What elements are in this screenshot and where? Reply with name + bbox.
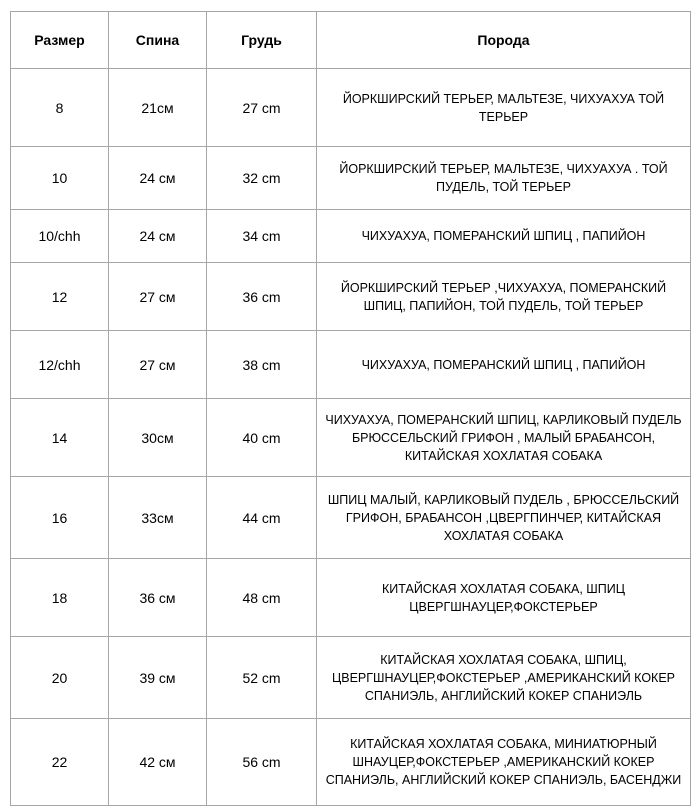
cell-breed: ШПИЦ МАЛЫЙ, КАРЛИКОВЫЙ ПУДЕЛЬ , БРЮССЕЛЬСКИЙ ГРИФОН, БРАБАНСОН ,ЦВЕРГПИНЧЕР, КИТАЙСКАЯ ХОХЛАТАЯ СОБАКА [317, 477, 691, 559]
header-row [11, 12, 691, 69]
cell-chest: 48 cm [207, 559, 317, 637]
cell-size: 10/chh [11, 210, 109, 263]
cell-breed: КИТАЙСКАЯ ХОХЛАТАЯ СОБАКА, МИНИАТЮРНЫЙ ШНАУЦЕР,ФОКСТЕРЬЕР ,АМЕРИКАНСКИЙ КОКЕР СПАНИЭЛЬ, АНГЛИЙСКИЙ КОКЕР СПАНИЭЛЬ, БАСЕНДЖИ [317, 719, 691, 806]
header-breed: Порода [317, 12, 691, 69]
cell-breed: ЧИХУАХУА, ПОМЕРАНСКИЙ ШПИЦ , ПАПИЙОН [317, 331, 691, 399]
cell-size: 8 [11, 69, 109, 147]
cell-chest: 38 cm [207, 331, 317, 399]
header-size: Размер [11, 12, 109, 69]
cell-back: 30см [109, 399, 207, 477]
header-back: Спина [109, 12, 207, 69]
table-row [11, 559, 691, 637]
table-row [11, 147, 691, 210]
cell-back: 27 см [109, 263, 207, 331]
cell-breed: КИТАЙСКАЯ ХОХЛАТАЯ СОБАКА, ШПИЦ, ЦВЕРГШНАУЦЕР,ФОКСТЕРЬЕР ,АМЕРИКАНСКИЙ КОКЕР СПАНИЭЛЬ, АНГЛИЙСКИЙ КОКЕР СПАНИЭЛЬ [317, 637, 691, 719]
cell-size: 10 [11, 147, 109, 210]
table-row [11, 637, 691, 719]
cell-breed: ЙОРКШИРСКИЙ ТЕРЬЕР, МАЛЬТЕЗЕ, ЧИХУАХУА ТОЙ ТЕРЬЕР [317, 69, 691, 147]
cell-back: 39 см [109, 637, 207, 719]
cell-size: 12 [11, 263, 109, 331]
table-row [11, 263, 691, 331]
cell-size: 14 [11, 399, 109, 477]
cell-back: 27 см [109, 331, 207, 399]
cell-chest: 34 cm [207, 210, 317, 263]
cell-breed: КИТАЙСКАЯ ХОХЛАТАЯ СОБАКА, ШПИЦ ЦВЕРГШНАУЦЕР,ФОКСТЕРЬЕР [317, 559, 691, 637]
cell-chest: 56 cm [207, 719, 317, 806]
table-row [11, 210, 691, 263]
cell-size: 22 [11, 719, 109, 806]
cell-breed: ЙОРКШИРСКИЙ ТЕРЬЕР ,ЧИХУАХУА, ПОМЕРАНСКИЙ ШПИЦ, ПАПИЙОН, ТОЙ ПУДЕЛЬ, ТОЙ ТЕРЬЕР [317, 263, 691, 331]
cell-chest: 40 cm [207, 399, 317, 477]
cell-size: 16 [11, 477, 109, 559]
table-row [11, 331, 691, 399]
cell-back: 36 см [109, 559, 207, 637]
cell-back: 21см [109, 69, 207, 147]
table-row [11, 399, 691, 477]
table-row [11, 477, 691, 559]
cell-back: 33см [109, 477, 207, 559]
cell-size: 18 [11, 559, 109, 637]
cell-chest: 44 cm [207, 477, 317, 559]
cell-chest: 27 cm [207, 69, 317, 147]
cell-size: 12/chh [11, 331, 109, 399]
cell-back: 24 см [109, 210, 207, 263]
cell-chest: 52 cm [207, 637, 317, 719]
cell-size: 20 [11, 637, 109, 719]
cell-back: 42 см [109, 719, 207, 806]
cell-back: 24 см [109, 147, 207, 210]
header-chest: Грудь [207, 12, 317, 69]
cell-breed: ЧИХУАХУА, ПОМЕРАНСКИЙ ШПИЦ, КАРЛИКОВЫЙ ПУДЕЛЬ БРЮССЕЛЬСКИЙ ГРИФОН , МАЛЫЙ БРАБАНСОН, КИТАЙСКАЯ ХОХЛАТАЯ СОБАКА [317, 399, 691, 477]
cell-breed: ЧИХУАХУА, ПОМЕРАНСКИЙ ШПИЦ , ПАПИЙОН [317, 210, 691, 263]
table-row [11, 69, 691, 147]
cell-breed: ЙОРКШИРСКИЙ ТЕРЬЕР, МАЛЬТЕЗЕ, ЧИХУАХУА . ТОЙ ПУДЕЛЬ, ТОЙ ТЕРЬЕР [317, 147, 691, 210]
size-chart-table [10, 11, 691, 806]
cell-chest: 32 cm [207, 147, 317, 210]
cell-chest: 36 cm [207, 263, 317, 331]
table-row [11, 719, 691, 806]
